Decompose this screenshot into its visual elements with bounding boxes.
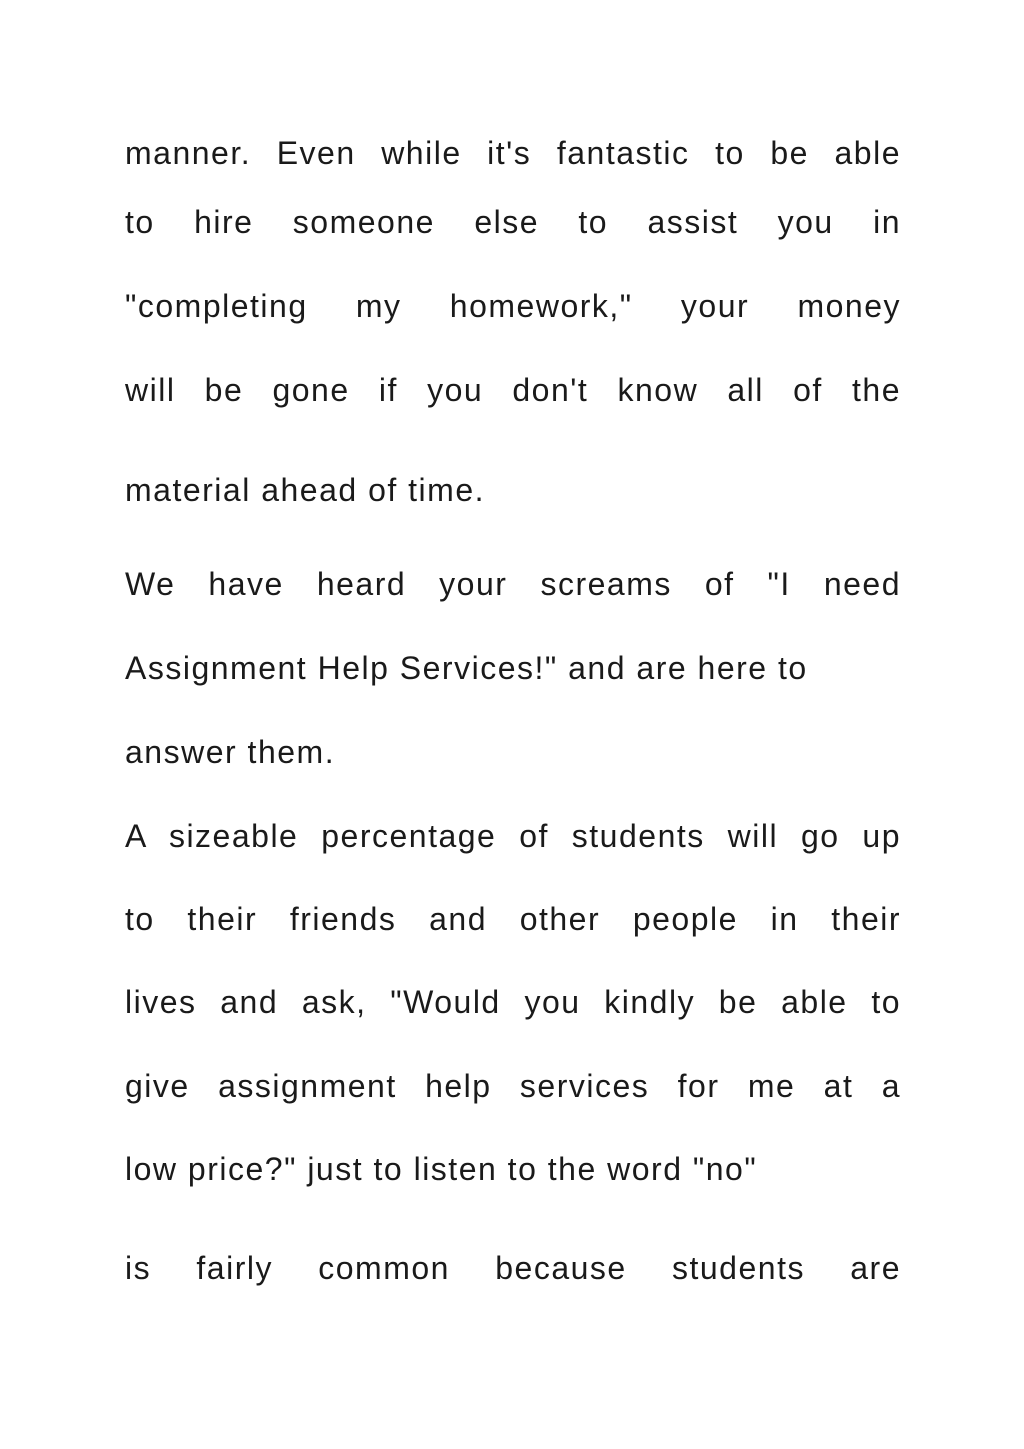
text-line: Assignment Help Services!" and are here to <box>125 650 808 686</box>
text-line: answer them. <box>125 734 336 770</box>
text-line: material ahead of time. <box>125 472 485 508</box>
text-line: to hire someone else to assist you in <box>125 204 901 240</box>
text-line: give assignment help services for me at a <box>125 1068 901 1104</box>
text-line: A sizeable percentage of students will go up <box>125 818 901 854</box>
text-line: manner. Even while it's fantastic to be able <box>125 135 901 171</box>
text-line: "completing my homework," your money <box>125 288 901 324</box>
text-line: low price?" just to listen to the word "no" <box>125 1151 758 1187</box>
text-line: lives and ask, "Would you kindly be able to <box>125 984 901 1020</box>
text-line: will be gone if you don't know all of the <box>125 372 901 408</box>
text-line: We have heard your screams of "I need <box>125 566 901 602</box>
text-line: is fairly common because students are <box>125 1250 901 1286</box>
text-line: to their friends and other people in their <box>125 901 901 937</box>
